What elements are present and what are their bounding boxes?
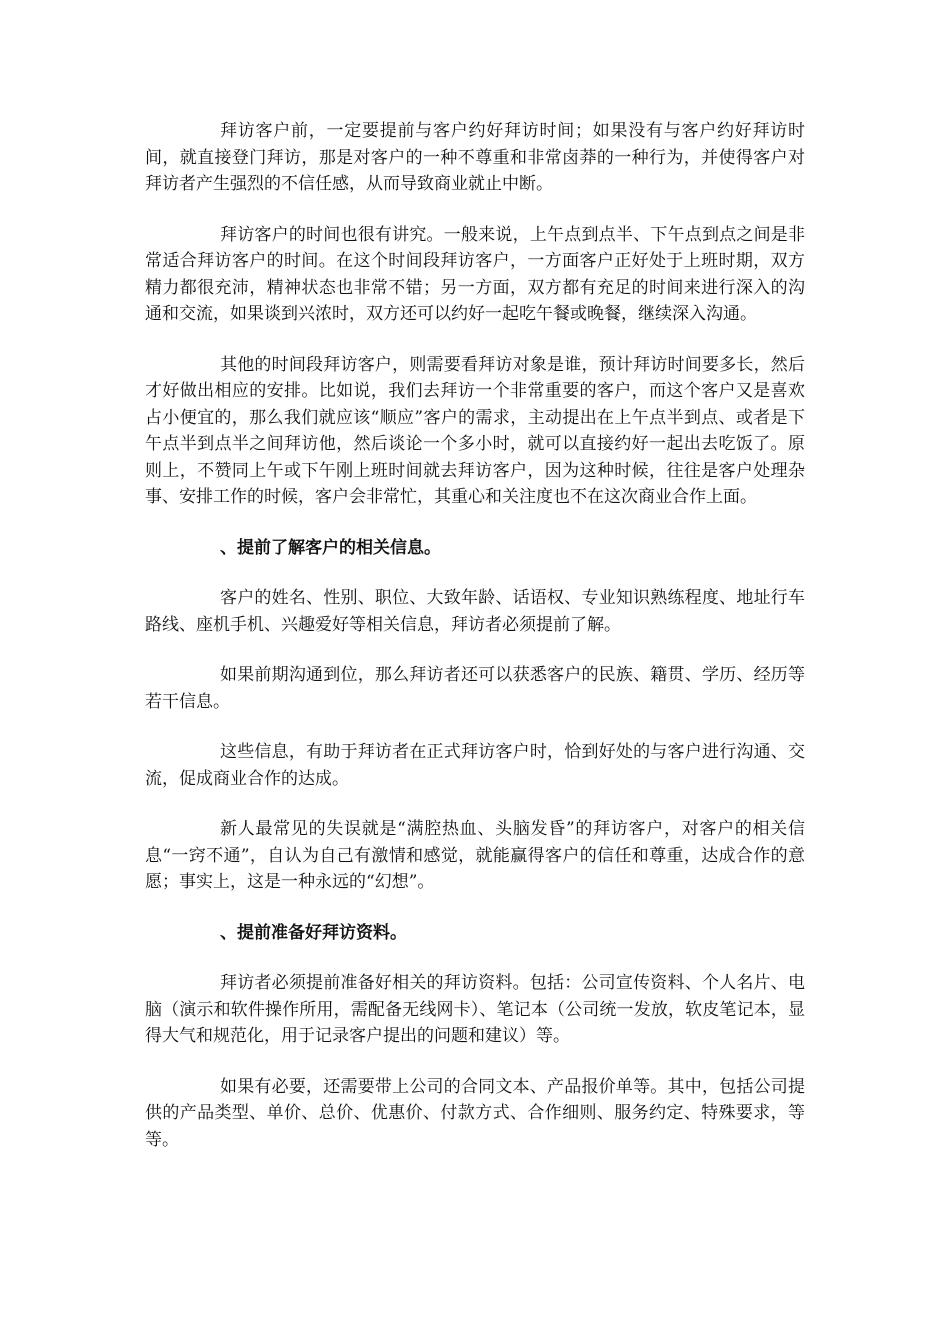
paragraph-client-details: 客户的姓名、性别、职位、大致年龄、话语权、专业知识熟练程度、地址行车路线、座机手机、兴趣爱好等相关信息，拜访者必须提前了解。 xyxy=(145,588,805,635)
paragraph-other-times: 其他的时间段拜访客户，则需要看拜访对象是谁，预计拜访时间要多长，然后才好做出相应的安排。比如说，我们去拜访一个非常重要的客户，而这个客户又是喜欢占小便宜的，那么我们就应该“顺应”客户的需求，主动提出在上午点半到点、或者是下午点半到点半之间拜访他，然后谈论一个多小时，就可以直接约好一起出去吃饭了。原则上，不赞同上午或下午刚上班时间就去拜访客户，因为这种时候，往往是客户处理杂事、安排工作的时候，客户会非常忙，其重心和关注度也不在这次商业合作上面。 xyxy=(145,354,805,507)
paragraph-info-helps: 这些信息，有助于拜访者在正式拜访客户时，恰到好处的与客户进行沟通、交流，促成商业合作的达成。 xyxy=(145,742,805,789)
paragraph-visit-time: 拜访客户的时间也很有讲究。一般来说，上午点到点半、下午点到点之间是非常适合拜访客户的时间。在这个时间段拜访客户，一方面客户正好处于上班时期，双方精力都很充沛，精神状态也非常不错；另一方面，双方都有充足的时间来进行深入的沟通和交流，如果谈到兴浓时，双方还可以约好一起吃午餐或晚餐，继续深入沟通。 xyxy=(145,224,805,324)
paragraph-newcomer-mistake: 新人最常见的失误就是“满腔热血、头脑发昏”的拜访客户，对客户的相关信息“一窍不通”，自认为自己有激情和感觉，就能赢得客户的信任和尊重，达成合作的意愿；事实上，这是一种永远的“幻想”。 xyxy=(145,819,805,892)
paragraph-appointment: 拜访客户前，一定要提前与客户约好拜访时间；如果没有与客户约好拜访时间，就直接登门拜访，那是对客户的一种不尊重和非常卤莽的一种行为，并使得客户对拜访者产生强烈的不信任感，从而导致商业就止中断。 xyxy=(145,121,805,194)
paragraph-materials-list: 拜访者必须提前准备好相关的拜访资料。包括：公司宣传资料、个人名片、电脑（演示和软件操作所用，需配备无线网卡）、笔记本（公司统一发放，软皮笔记本，显得大气和规范化，用于记录客户提出的问题和建议）等。 xyxy=(145,973,805,1046)
section-heading-client-info: 、提前了解客户的相关信息。 xyxy=(220,537,441,558)
section-heading-materials: 、提前准备好拜访资料。 xyxy=(220,922,407,943)
paragraph-more-info: 如果前期沟通到位，那么拜访者还可以获悉客户的民族、籍贯、学历、经历等若干信息。 xyxy=(145,665,805,712)
paragraph-contract-docs: 如果有必要，还需要带上公司的合同文本、产品报价单等。其中，包括公司提供的产品类型、单价、总价、优惠价、付款方式、合作细则、服务约定、特殊要求，等等。 xyxy=(145,1076,805,1150)
document-page xyxy=(145,118,805,1177)
